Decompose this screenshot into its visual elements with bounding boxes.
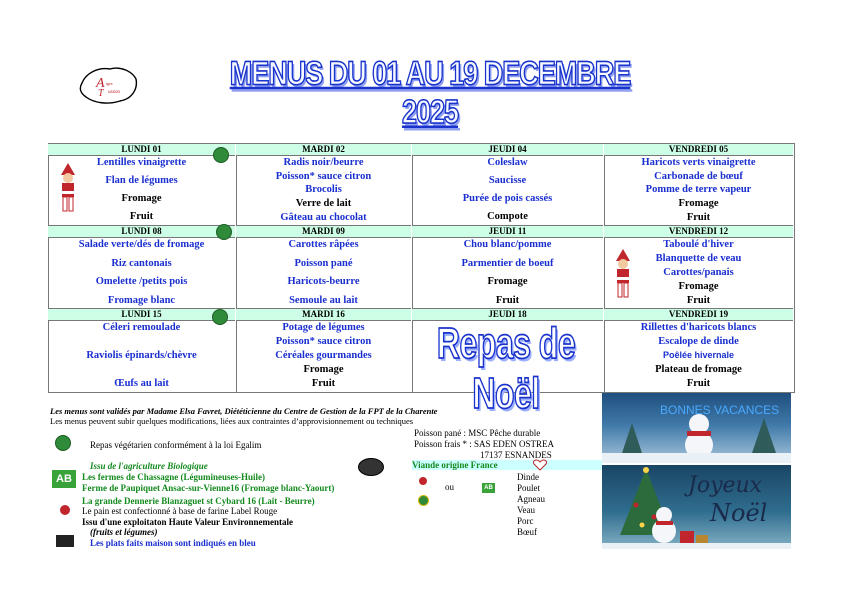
menu-item: Céréales gourmandes bbox=[275, 349, 372, 361]
logo bbox=[76, 63, 140, 105]
menu-item: Saucisse bbox=[488, 175, 527, 187]
menu-item: Carottes/panais bbox=[663, 266, 734, 278]
menu-item: Plateau de fromage bbox=[655, 363, 742, 375]
ab-logo-icon: AB bbox=[52, 470, 76, 488]
menu-item: Semoule au lait bbox=[289, 294, 358, 306]
menu-item: Purée de pois cassés bbox=[462, 193, 553, 205]
day-menu bbox=[604, 321, 793, 390]
day-menu bbox=[412, 156, 603, 224]
menu-item: Coleslaw bbox=[487, 157, 528, 168]
hve-icon bbox=[418, 495, 429, 506]
vegetarian-note: Repas végétarien conformément à la loi Egalim bbox=[90, 440, 262, 450]
menu-item: Fruit bbox=[129, 211, 154, 223]
menu-item: Fromage bbox=[678, 197, 719, 209]
menu-item: Escalope de dinde bbox=[658, 335, 739, 347]
holiday-snowman-image bbox=[602, 393, 791, 463]
menu-item: Flan de légumes bbox=[105, 175, 178, 187]
vegetarian-icon bbox=[213, 147, 229, 163]
organic-supplier: La grande Dennerie Blanzaguet st Cybard 16 (Lait - Beurre) bbox=[82, 496, 315, 506]
menu-item: Œufs au lait bbox=[114, 377, 169, 389]
ab-logo-icon: AB bbox=[482, 483, 495, 493]
day-menu bbox=[236, 321, 411, 390]
vacances-text: BONNES VACANCES bbox=[660, 403, 780, 417]
day-header: LUNDI 08 bbox=[48, 225, 235, 238]
meat-item: Poulet bbox=[517, 483, 541, 493]
label-rouge-icon bbox=[419, 477, 427, 485]
day-header: LUNDI 15 bbox=[48, 308, 235, 321]
christmas-image bbox=[602, 465, 791, 549]
menu-item: Haricots verts vinaigrette bbox=[641, 157, 756, 168]
menu-item: Salade verte/dés de fromage bbox=[78, 239, 205, 250]
menu-item: Poisson* sauce citron bbox=[275, 335, 372, 347]
homemade-note: Les plats faits maison sont indiqués en bleu bbox=[90, 538, 256, 548]
day-header: VENDREDI 05 bbox=[604, 143, 793, 156]
menu-item: Fruit bbox=[686, 211, 711, 223]
menu-item: Fruit bbox=[311, 377, 336, 389]
fish-note: Poisson frais * : SAS EDEN OSTREA bbox=[414, 439, 555, 449]
menu-item: Fromage bbox=[303, 363, 344, 375]
organic-title: Issu de l'agriculture Biologique bbox=[90, 461, 208, 471]
menu-item: Haricots-beurre bbox=[287, 276, 360, 287]
day-menu bbox=[236, 238, 411, 307]
svg-text:A: A bbox=[96, 76, 105, 91]
menu-item: Carbonade de bœuf bbox=[654, 170, 743, 182]
meat-item: Veau bbox=[517, 505, 535, 515]
menu-item: Radis noir/beurre bbox=[283, 157, 364, 168]
validation-note: Les menus sont validés par Madame Elsa Favret, Diététicienne du Centre de Gestion de la FPT de la Charente bbox=[50, 406, 438, 416]
menu-item: Poêlée hivernale bbox=[662, 349, 735, 360]
day-header: JEUDI 04 bbox=[412, 143, 603, 156]
meat-item: Agneau bbox=[517, 494, 545, 504]
meat-item: Porc bbox=[517, 516, 534, 526]
menu-item: Fromage bbox=[678, 280, 719, 292]
menu-item: Potage de légumes bbox=[282, 322, 365, 333]
day-menu bbox=[412, 238, 603, 307]
menu-item: Omelette /petits pois bbox=[95, 276, 188, 287]
menu-item: Lentilles vinaigrette bbox=[96, 157, 187, 168]
meat-origin-title: Viande origine France bbox=[412, 460, 602, 470]
menu-item: Pomme de terre vapeur bbox=[645, 184, 752, 196]
vegetarian-icon bbox=[216, 224, 232, 240]
day-header: LUNDI 01 bbox=[48, 143, 235, 156]
day-header: MARDI 02 bbox=[236, 143, 411, 156]
svg-text:igre: igre bbox=[106, 81, 113, 86]
menu-item: Brocolis bbox=[305, 184, 342, 196]
svg-text:usson: usson bbox=[108, 89, 121, 94]
menu-item: Parmentier de boeuf bbox=[461, 257, 554, 269]
elf-icon bbox=[55, 163, 81, 213]
label-rouge-icon bbox=[60, 505, 70, 515]
day-header: JEUDI 11 bbox=[412, 225, 603, 238]
menu-item: Fromage blanc bbox=[107, 294, 176, 306]
fish-note: 17137 ESNANDES bbox=[480, 450, 552, 460]
day-header: JEUDI 18 bbox=[412, 308, 603, 321]
label-rouge-note: Le pain est confectionné à base de farine Label Rouge bbox=[82, 506, 278, 516]
day-header: VENDREDI 12 bbox=[604, 225, 793, 238]
menu-item: Gâteau au chocolat bbox=[280, 211, 367, 223]
menu-item: Fromage bbox=[487, 276, 528, 287]
menu-item: Fruit bbox=[686, 377, 711, 389]
menu-item: Taboulé d'hiver bbox=[663, 239, 734, 250]
vegetarian-icon bbox=[212, 309, 228, 325]
fish-badge-icon bbox=[358, 458, 384, 476]
menu-item: Rillettes d'haricots blancs bbox=[640, 322, 757, 333]
menu-item: Verre de lait bbox=[295, 197, 352, 209]
menu-item: Fromage bbox=[121, 193, 162, 205]
organic-supplier: Ferme de Paupiquet Ansac-sur-Vienne16 (Fromage blanc-Yaourt) bbox=[82, 483, 335, 493]
day-header: MARDI 09 bbox=[236, 225, 411, 238]
day-menu bbox=[48, 238, 235, 307]
homemade-icon bbox=[56, 535, 74, 547]
or-text: ou bbox=[445, 482, 454, 492]
menu-item: Compote bbox=[487, 211, 528, 223]
elf-icon bbox=[610, 249, 636, 299]
day-menu bbox=[236, 156, 411, 224]
hve-note: Issu d'une exploitaton Haute Valeur Environnementale bbox=[82, 517, 293, 527]
svg-text:T: T bbox=[98, 88, 104, 99]
modification-note: Les menus peuvent subir quelques modifications, liées aux contraintes d’approvisionnement ou techniques bbox=[50, 416, 414, 426]
organic-supplier: Les fermes de Chassagne (Légumineuses-Huile) bbox=[82, 472, 265, 482]
joyeux-text: Joyeux bbox=[688, 473, 763, 498]
menu-item: Blanquette de veau bbox=[655, 252, 742, 264]
menu-item: Céleri remoulade bbox=[102, 322, 181, 333]
day-header: VENDREDI 19 bbox=[604, 308, 793, 321]
menu-item: Fruit bbox=[495, 294, 520, 306]
meat-item: Dinde bbox=[517, 472, 539, 482]
heart-icon bbox=[533, 459, 547, 471]
christmas-meal-banner: Repas de Noël bbox=[436, 319, 576, 418]
menu-item: Raviolis épinards/chèvre bbox=[86, 349, 197, 361]
fish-note: Poisson pané : MSC Pêche durable bbox=[414, 428, 541, 438]
page-title: MENUS DU 01 AU 19 DECEMBRE 2025 bbox=[229, 54, 631, 131]
menu-item: Riz cantonais bbox=[111, 257, 172, 269]
day-menu bbox=[48, 321, 235, 390]
menu-item: Poisson pané bbox=[294, 257, 353, 269]
hve-note-sub: (fruits et légumes) bbox=[90, 527, 158, 537]
menu-item: Poisson* sauce citron bbox=[275, 170, 372, 182]
menu-item: Chou blanc/pomme bbox=[463, 239, 552, 250]
meat-item: Bœuf bbox=[517, 527, 537, 537]
day-header: MARDI 16 bbox=[236, 308, 411, 321]
menu-item: Fruit bbox=[686, 294, 711, 306]
day-menu bbox=[604, 156, 793, 224]
vegetarian-icon bbox=[55, 435, 71, 451]
menu-item: Carottes râpées bbox=[288, 239, 359, 250]
noel-text: Noël bbox=[710, 499, 768, 527]
